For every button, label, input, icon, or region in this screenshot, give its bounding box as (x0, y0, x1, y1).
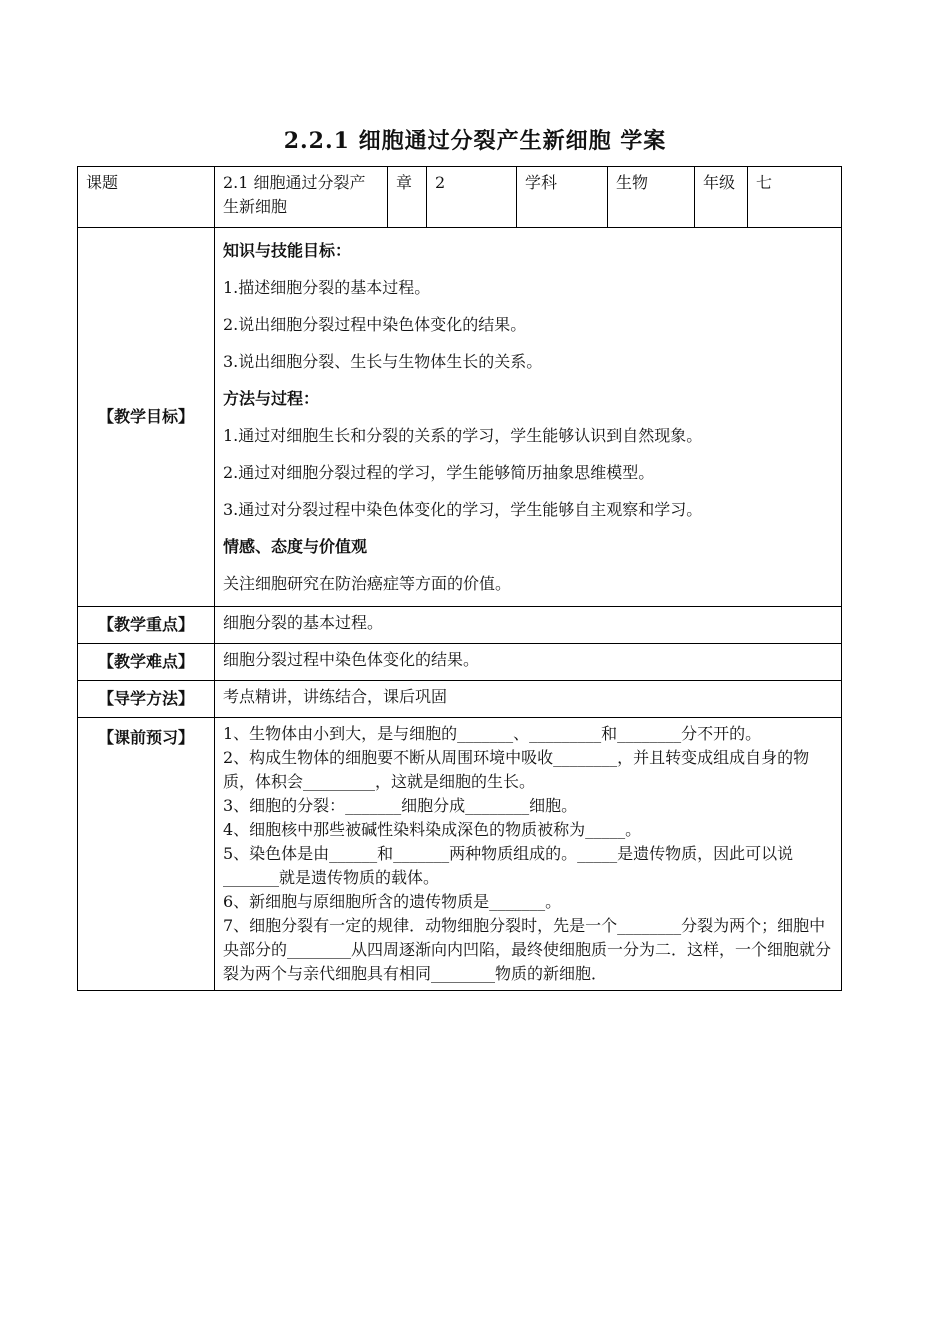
preview-question-6: 6、新细胞与原细胞所含的遗传物质是_______。 (223, 892, 562, 911)
knowledge-item: 1.描述细胞分裂的基本过程。 (223, 278, 431, 297)
preview-question-4: 4、细胞核中那些被碱性染料染成深色的物质被称为_____。 (223, 820, 642, 839)
method-item: 1.通过对细胞生长和分裂的关系的学习，学生能够认识到自然现象。 (223, 426, 703, 445)
method-label: 【导学方法】 (78, 681, 215, 718)
difficulties-row (78, 644, 842, 681)
emotion-heading: 情感、态度与价值观 (223, 537, 368, 556)
chapter-label: 章 (388, 167, 427, 228)
method-item: 3.通过对分裂过程中染色体变化的学习，学生能够自主观察和学习。 (223, 500, 703, 519)
objectives-content (215, 228, 842, 607)
preview-question-1: 1、生物体由小到大，是与细胞的_______、_________和________分不开的。 (223, 724, 762, 743)
key-points-row (78, 607, 842, 644)
page-title: 2.2.1 细胞通过分裂产生新细胞 学案 (283, 128, 667, 154)
lesson-plan-table (77, 166, 842, 991)
preview-row (78, 718, 842, 991)
preview-question-5: 5、染色体是由______和_______两种物质组成的。_____是遗传物质，因此可以说_______就是遗传物质的载体。 (223, 844, 794, 887)
grade-value: 七 (748, 167, 842, 228)
preview-label: 【课前预习】 (78, 718, 215, 991)
knowledge-heading: 知识与技能目标： (223, 241, 352, 260)
difficulties-text: 细胞分裂过程中染色体变化的结果。 (215, 644, 842, 681)
preview-content (215, 718, 842, 991)
method-text: 考点精讲，讲练结合，课后巩固 (215, 681, 842, 718)
preview-question-2: 2、构成生物体的细胞要不断从周围环境中吸收________，并且转变成组成自身的物质，体积会_________，这就是细胞的生长。 (223, 748, 810, 791)
knowledge-item: 3.说出细胞分裂、生长与生物体生长的关系。 (223, 352, 543, 371)
topic-label: 课题 (78, 167, 215, 228)
objectives-label: 【教学目标】 (78, 228, 215, 607)
preview-question-3: 3、细胞的分裂：_______细胞分成________细胞。 (223, 796, 578, 815)
method-row (78, 681, 842, 718)
preview-question-7: 7、细胞分裂有一定的规律．动物细胞分裂时，先是一个________分裂为两个；细胞中央部分的________从四周逐渐向内凹陷，最终使细胞质一分为二．这样，一个细胞就分裂为两个与亲代细胞具有相同________物质的新细胞． (223, 916, 832, 983)
knowledge-item: 2.说出细胞分裂过程中染色体变化的结果。 (223, 315, 527, 334)
difficulties-label: 【教学难点】 (78, 644, 215, 681)
emotion-item: 关注细胞研究在防治癌症等方面的价值。 (223, 574, 512, 593)
method-heading: 方法与过程： (223, 389, 320, 408)
objectives-row (78, 228, 842, 607)
topic-value: 2.1 细胞通过分裂产生新细胞 (215, 167, 388, 228)
key-points-text: 细胞分裂的基本过程。 (215, 607, 842, 644)
chapter-value: 2 (427, 167, 517, 228)
header-row (78, 167, 842, 228)
subject-label: 学科 (517, 167, 608, 228)
method-item: 2.通过对细胞分裂过程的学习，学生能够简历抽象思维模型。 (223, 463, 655, 482)
subject-value: 生物 (608, 167, 695, 228)
grade-label: 年级 (695, 167, 748, 228)
key-points-label: 【教学重点】 (78, 607, 215, 644)
